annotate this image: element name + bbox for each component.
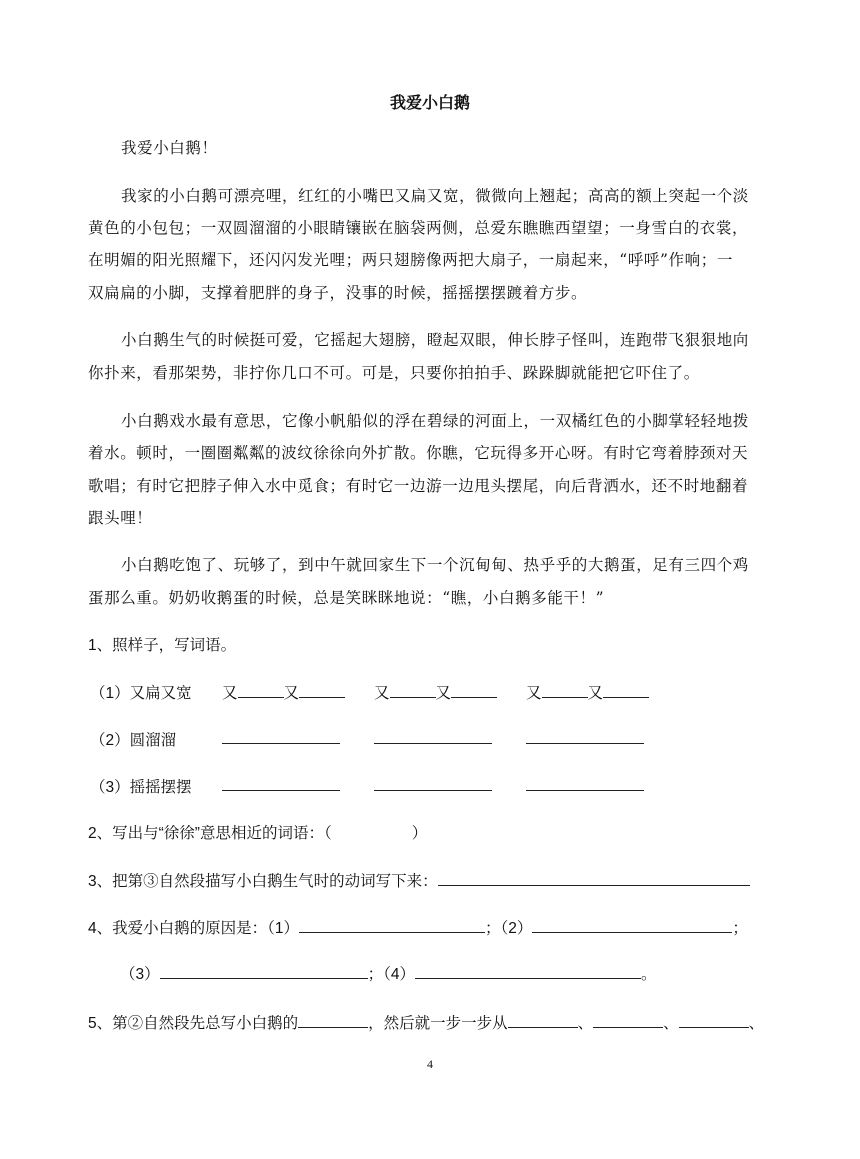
answer-blank[interactable] — [298, 1012, 368, 1028]
answer-blank[interactable] — [415, 963, 641, 979]
question-4-prompt: 4、我爱小白鹅的原因是：（1） — [88, 920, 299, 937]
paragraph-4-line: 歌唱；有时它把脖子伸入水中觅食；有时它一边游一边甩头摆尾，向后背洒水，还不时地翻着 — [88, 477, 749, 495]
paragraph-2-line: 黄色的小包包；一双圆溜溜的小眼睛镶嵌在脑袋两侧，总爱东瞧瞧西望望；一身雪白的衣裳， — [88, 219, 749, 237]
question-4-label-3: （3） — [120, 966, 160, 983]
answer-blank[interactable] — [526, 728, 644, 744]
you-char: 又 — [283, 685, 300, 702]
answer-blank[interactable] — [390, 682, 436, 698]
paragraph-2-line: 在明媚的阳光照耀下，还闪闪发光哩；两只翅膀像两把大扇子，一扇起来，“呼呼”作响；一 — [88, 251, 733, 269]
question-2-close: ） — [411, 825, 428, 842]
paragraph-5-line: 小白鹅吃饱了、玩够了，到中午就回家生下一个沉甸甸、热乎乎的大鹅蛋，足有三四个鸡 — [121, 556, 749, 574]
answer-blank[interactable] — [542, 682, 588, 698]
question-3 — [88, 869, 750, 891]
you-char: 又 — [587, 685, 604, 702]
answer-blank[interactable] — [374, 728, 492, 744]
answer-blank[interactable] — [451, 682, 497, 698]
question-5-sep: 、 — [663, 1015, 679, 1032]
answer-blank[interactable] — [222, 775, 340, 791]
question-2-prompt: 2、写出与“徐徐”意思相近的词语：（ — [88, 825, 332, 842]
question-5-prompt: 5、第②自然段先总写小白鹅的 — [88, 1015, 299, 1032]
page-title: 我爱小白鹅 — [389, 93, 470, 112]
you-char: 又 — [374, 685, 390, 702]
answer-blank-group — [374, 775, 492, 796]
you-char: 又 — [526, 685, 542, 702]
question-1-row1-label: （1）又扁又宽 — [90, 685, 192, 702]
paragraph-4-line: 跟头哩！ — [88, 509, 153, 527]
answer-blank[interactable] — [593, 1012, 663, 1028]
question-5-sep: 、 — [577, 1015, 594, 1032]
question-1-row3-label: （3）摇摇摆摆 — [90, 779, 192, 796]
question-1-row2-label: （2）圆溜溜 — [90, 732, 177, 749]
paragraph-3-line: 你扑来，看那架势，非拧你几口不可。可是，只要你拍拍手、跺跺脚就能把它吓住了。 — [88, 364, 700, 382]
answer-blank-group — [526, 728, 644, 749]
answer-blank[interactable] — [374, 775, 492, 791]
answer-blank[interactable] — [160, 963, 368, 979]
answer-blank-group — [374, 728, 492, 749]
paragraph-5-line: 蛋那么重。奶奶收鹅蛋的时候，总是笑眯眯地说：“瞧，小白鹅多能干！” — [88, 589, 605, 607]
question-5-mid: ，然后就一步一步从 — [368, 1015, 508, 1032]
answer-blank[interactable] — [299, 682, 345, 698]
question-1-answer-group — [374, 681, 497, 703]
answer-blank-group — [526, 775, 644, 796]
question-4-sep: ；（2） — [485, 920, 533, 937]
answer-blank[interactable] — [438, 870, 750, 886]
question-4-line-1 — [88, 916, 748, 938]
answer-blank[interactable] — [238, 682, 284, 698]
answer-blank[interactable] — [679, 1012, 749, 1028]
question-5 — [88, 1011, 764, 1033]
paragraph-2-line: 我家的小白鹅可漂亮哩，红红的小嘴巴又扁又宽，微微向上翘起；高高的额上突起一个淡 — [121, 187, 749, 205]
question-4-sep: ；（4） — [367, 966, 415, 983]
paragraph-4-line: 着水。顿时，一圈圈粼粼的波纹徐徐向外扩散。你瞧，它玩得多开心呀。有时它弯着脖颈对天 — [88, 444, 749, 462]
greeting-line: 我爱小白鹅！ — [121, 139, 218, 157]
question-1-answer-group — [526, 681, 649, 703]
question-4-sep: ； — [732, 920, 748, 937]
paragraph-2-line: 双扁扁的小脚，支撑着肥胖的身子，没事的时候，摇摇摆摆踱着方步。 — [88, 284, 588, 302]
answer-blank-group — [222, 775, 340, 796]
answer-blank[interactable] — [299, 917, 485, 933]
question-1-prompt: 1、照样子，写词语。 — [88, 637, 237, 654]
answer-blank[interactable] — [603, 682, 649, 698]
page-number: 4 — [427, 1057, 433, 1071]
question-4-sep: 。 — [641, 966, 657, 983]
answer-blank[interactable] — [222, 728, 340, 744]
question-3-prompt: 3、把第③自然段描写小白鹅生气时的动词写下来： — [88, 873, 438, 890]
answer-blank[interactable] — [532, 917, 732, 933]
answer-blank[interactable] — [526, 775, 644, 791]
answer-blank[interactable] — [508, 1012, 578, 1028]
you-char: 又 — [435, 685, 452, 702]
paragraph-3-line: 小白鹅生气的时候挺可爱，它摇起大翅膀，瞪起双眼，伸长脖子怪叫，连跑带飞狠狠地向 — [121, 331, 749, 349]
answer-blank-group — [222, 728, 340, 749]
question-2 — [88, 821, 427, 843]
paragraph-4-line: 小白鹅戏水最有意思，它像小帆船似的浮在碧绿的河面上，一双橘红色的小脚掌轻轻地拨 — [121, 412, 749, 430]
question-1-answer-group — [222, 681, 345, 703]
question-4-line-2 — [120, 962, 657, 984]
question-5-sep: 、 — [748, 1015, 765, 1032]
you-char: 又 — [222, 685, 238, 702]
